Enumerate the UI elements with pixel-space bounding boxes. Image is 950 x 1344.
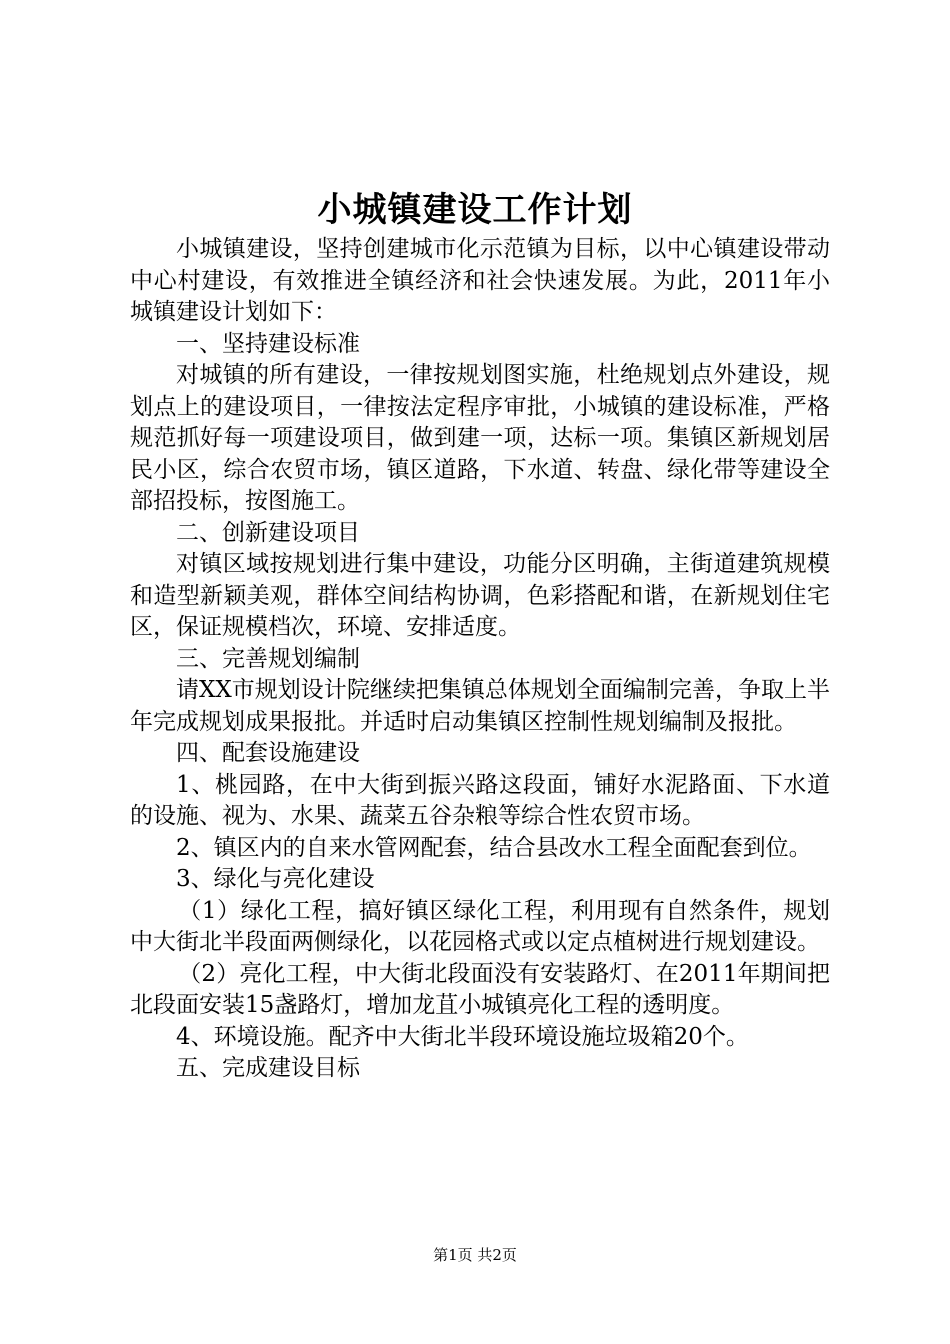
sub-item-lighting: （2）亮化工程，中大街北段面没有安装路灯、在2011年期间把北段面安装15盏路灯，增加龙苴小城镇亮化工程的透明度。 bbox=[130, 960, 830, 1018]
section-heading-4: 四、配套设施建设 bbox=[176, 740, 360, 766]
sub-item-greening: （1）绿化工程，搞好镇区绿化工程，利用现有自然条件，规划中大街北半段面两侧绿化，以花园格式或以定点植树进行规划建设。 bbox=[130, 897, 830, 955]
page-number-footer: 第1页 共2页 bbox=[433, 1246, 517, 1264]
list-item-3: 3、绿化与亮化建设 bbox=[176, 866, 375, 892]
list-item-1: 1、桃园路，在中大街到振兴路这段面，铺好水泥路面、下水道的设施、视为、水果、蔬菜五谷杂粮等综合性农贸市场。 bbox=[130, 771, 830, 829]
section-heading-3: 三、完善规划编制 bbox=[176, 645, 360, 672]
section-heading-2: 二、创新建设项目 bbox=[176, 519, 360, 546]
document-body bbox=[130, 234, 830, 1085]
intro-paragraph: 小城镇建设，坚持创建城市化示范镇为目标，以中心镇建设带动中心村建设，有效推进全镇经济和社会快速发展。为此，2011年小城镇建设计划如下： bbox=[130, 236, 830, 325]
section-heading-1: 一、坚持建设标准 bbox=[176, 330, 360, 357]
section-paragraph-1: 对城镇的所有建设，一律按规划图实施，杜绝规划点外建设，规划点上的建设项目，一律按法定程序审批，小城镇的建设标准，严格规范抓好每一项建设项目，做到建一项，达标一项。集镇区新规划居民小区，综合农贸市场，镇区道路，下水道、转盘、绿化带等建设全部招投标，按图施工。 bbox=[130, 362, 830, 514]
list-item-4: 4、环境设施。配齐中大街北半段环境设施垃圾箱20个。 bbox=[176, 1023, 749, 1050]
list-item-2: 2、镇区内的自来水管网配套，结合县改水工程全面配套到位。 bbox=[176, 834, 812, 861]
section-heading-5: 五、完成建设目标 bbox=[176, 1055, 360, 1081]
document-title: 小城镇建设工作计划 bbox=[317, 190, 633, 230]
section-paragraph-3: 请XX市规划设计院继续把集镇总体规划全面编制完善，争取上半年完成规划成果报批。并适时启动集镇区控制性规划编制及报批。 bbox=[130, 677, 830, 735]
section-paragraph-2: 对镇区域按规划进行集中建设，功能分区明确，主街道建筑规模和造型新颖美观，群体空间结构协调，色彩搭配和谐，在新规划住宅区，保证规模档次，环境、安排适度。 bbox=[130, 551, 830, 640]
